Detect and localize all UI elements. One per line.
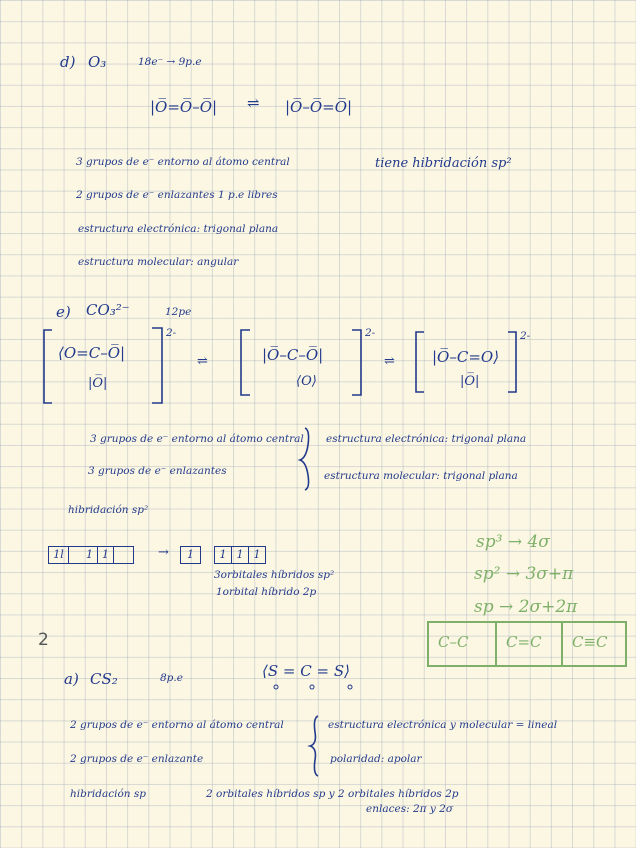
- carbonate-structure-3-bottom: |O̅|: [460, 374, 480, 389]
- question-2a-label: a): [64, 670, 79, 688]
- question-2a-line-1: 2 grupos de e⁻ entorno al átomo central: [70, 719, 284, 731]
- resonance-arrow-d: ⇌: [247, 94, 260, 112]
- section-e-label: e): [56, 303, 71, 321]
- ozone-resonance-1: |O̅=O̅–O̅|: [150, 98, 218, 116]
- charge-1: 2-: [166, 327, 177, 339]
- section-e-line-1: 3 grupos de e⁻ entorno al átomo central: [90, 433, 304, 445]
- question-2a-electronic: estructura electrónica y molecular = lineal: [328, 719, 558, 731]
- orbital-p-unhybrid: 1: [187, 548, 194, 561]
- question-2a-formula: CS₂: [90, 670, 118, 688]
- orbital-arrow: →: [158, 545, 169, 560]
- orbital-2p-1: 1: [82, 547, 98, 563]
- resonance-arrow-e2: ⇌: [384, 354, 395, 369]
- orbital-sp2-2: 1: [232, 547, 249, 563]
- orbital-2p-2: 1: [98, 547, 114, 563]
- green-sp3: sp³ → 4σ: [476, 532, 550, 552]
- question-2-number: 2: [38, 630, 49, 650]
- carbonate-structure-3: |O̅–C=O⟩: [432, 348, 500, 366]
- cs2-lewis-structure: ⟨S = C = S⟩: [262, 662, 350, 680]
- section-d-formula: O₃: [88, 53, 107, 71]
- orbital-2p-3: [114, 547, 132, 563]
- orbital-box-sp2: [214, 546, 266, 564]
- orbital-sp2-1: 1: [215, 547, 232, 563]
- section-e-electronic: estructura electrónica: trigonal plana: [326, 433, 527, 445]
- question-2a-polarity: polaridad: apolar: [330, 753, 422, 765]
- question-2a-hybridization: hibridación sp: [70, 788, 146, 800]
- section-e-line-2: 3 grupos de e⁻ enlazantes: [88, 465, 227, 477]
- carbonate-structure-2-bottom: ⟨O⟩: [296, 374, 317, 389]
- orbital-note-2: 1orbital híbrido 2p: [216, 586, 317, 598]
- question-2a-electrons: 8p.e: [160, 672, 183, 684]
- carbonate-structure-2: |O̅–C–O̅|: [262, 346, 324, 364]
- section-d-label: d): [60, 53, 76, 71]
- charge-2: 2-: [365, 327, 376, 339]
- ozone-resonance-2: |O̅–O̅=O̅|: [285, 98, 353, 116]
- question-2a-line-2: 2 grupos de e⁻ enlazante: [70, 753, 204, 765]
- section-d-line-3: estructura electrónica: trigonal plana: [78, 223, 279, 235]
- charge-3: 2-: [520, 330, 531, 342]
- section-d-line-1: 3 grupos de e⁻ entorno al átomo central: [76, 156, 290, 168]
- section-e-formula: CO₃²⁻: [86, 301, 130, 319]
- section-d-electrons: 18e⁻ → 9p.e: [138, 56, 202, 68]
- orbital-box-p: [180, 546, 201, 564]
- section-e-molecular: estructura molecular: trigonal plana: [324, 470, 518, 482]
- green-sp: sp → 2σ+2π: [474, 597, 578, 617]
- green-double-bond: C=C: [506, 633, 542, 651]
- resonance-arrow-e1: ⇌: [197, 354, 208, 369]
- section-e-electrons: 12pe: [165, 306, 192, 318]
- orbital-diagram-ground: [48, 546, 134, 564]
- green-sp2: sp² → 3σ+π: [474, 564, 574, 584]
- orbital-sp2-3: 1: [253, 548, 261, 561]
- green-triple-bond: C≡C: [572, 633, 608, 651]
- question-2a-orbitals: 2 orbitales híbridos sp y 2 orbitales híbridos 2p: [206, 788, 459, 800]
- green-single-bond: C–C: [438, 633, 469, 651]
- carbonate-structure-1: ⟨O=C–O̅|: [58, 344, 126, 362]
- question-2a-bonds: enlaces: 2π y 2σ: [366, 803, 453, 815]
- orbital-2s: 1l: [49, 547, 69, 563]
- section-d-hybridization: tiene hibridación sp²: [375, 156, 512, 171]
- section-d-line-2: 2 grupos de e⁻ enlazantes 1 p.e libres: [76, 189, 278, 201]
- section-e-hybridization: hibridación sp²: [68, 504, 149, 516]
- section-d-line-4: estructura molecular: angular: [78, 256, 239, 268]
- orbital-note-1: 3orbitales híbridos sp²: [214, 569, 335, 581]
- carbonate-structure-1-bottom: |O̅|: [88, 376, 108, 391]
